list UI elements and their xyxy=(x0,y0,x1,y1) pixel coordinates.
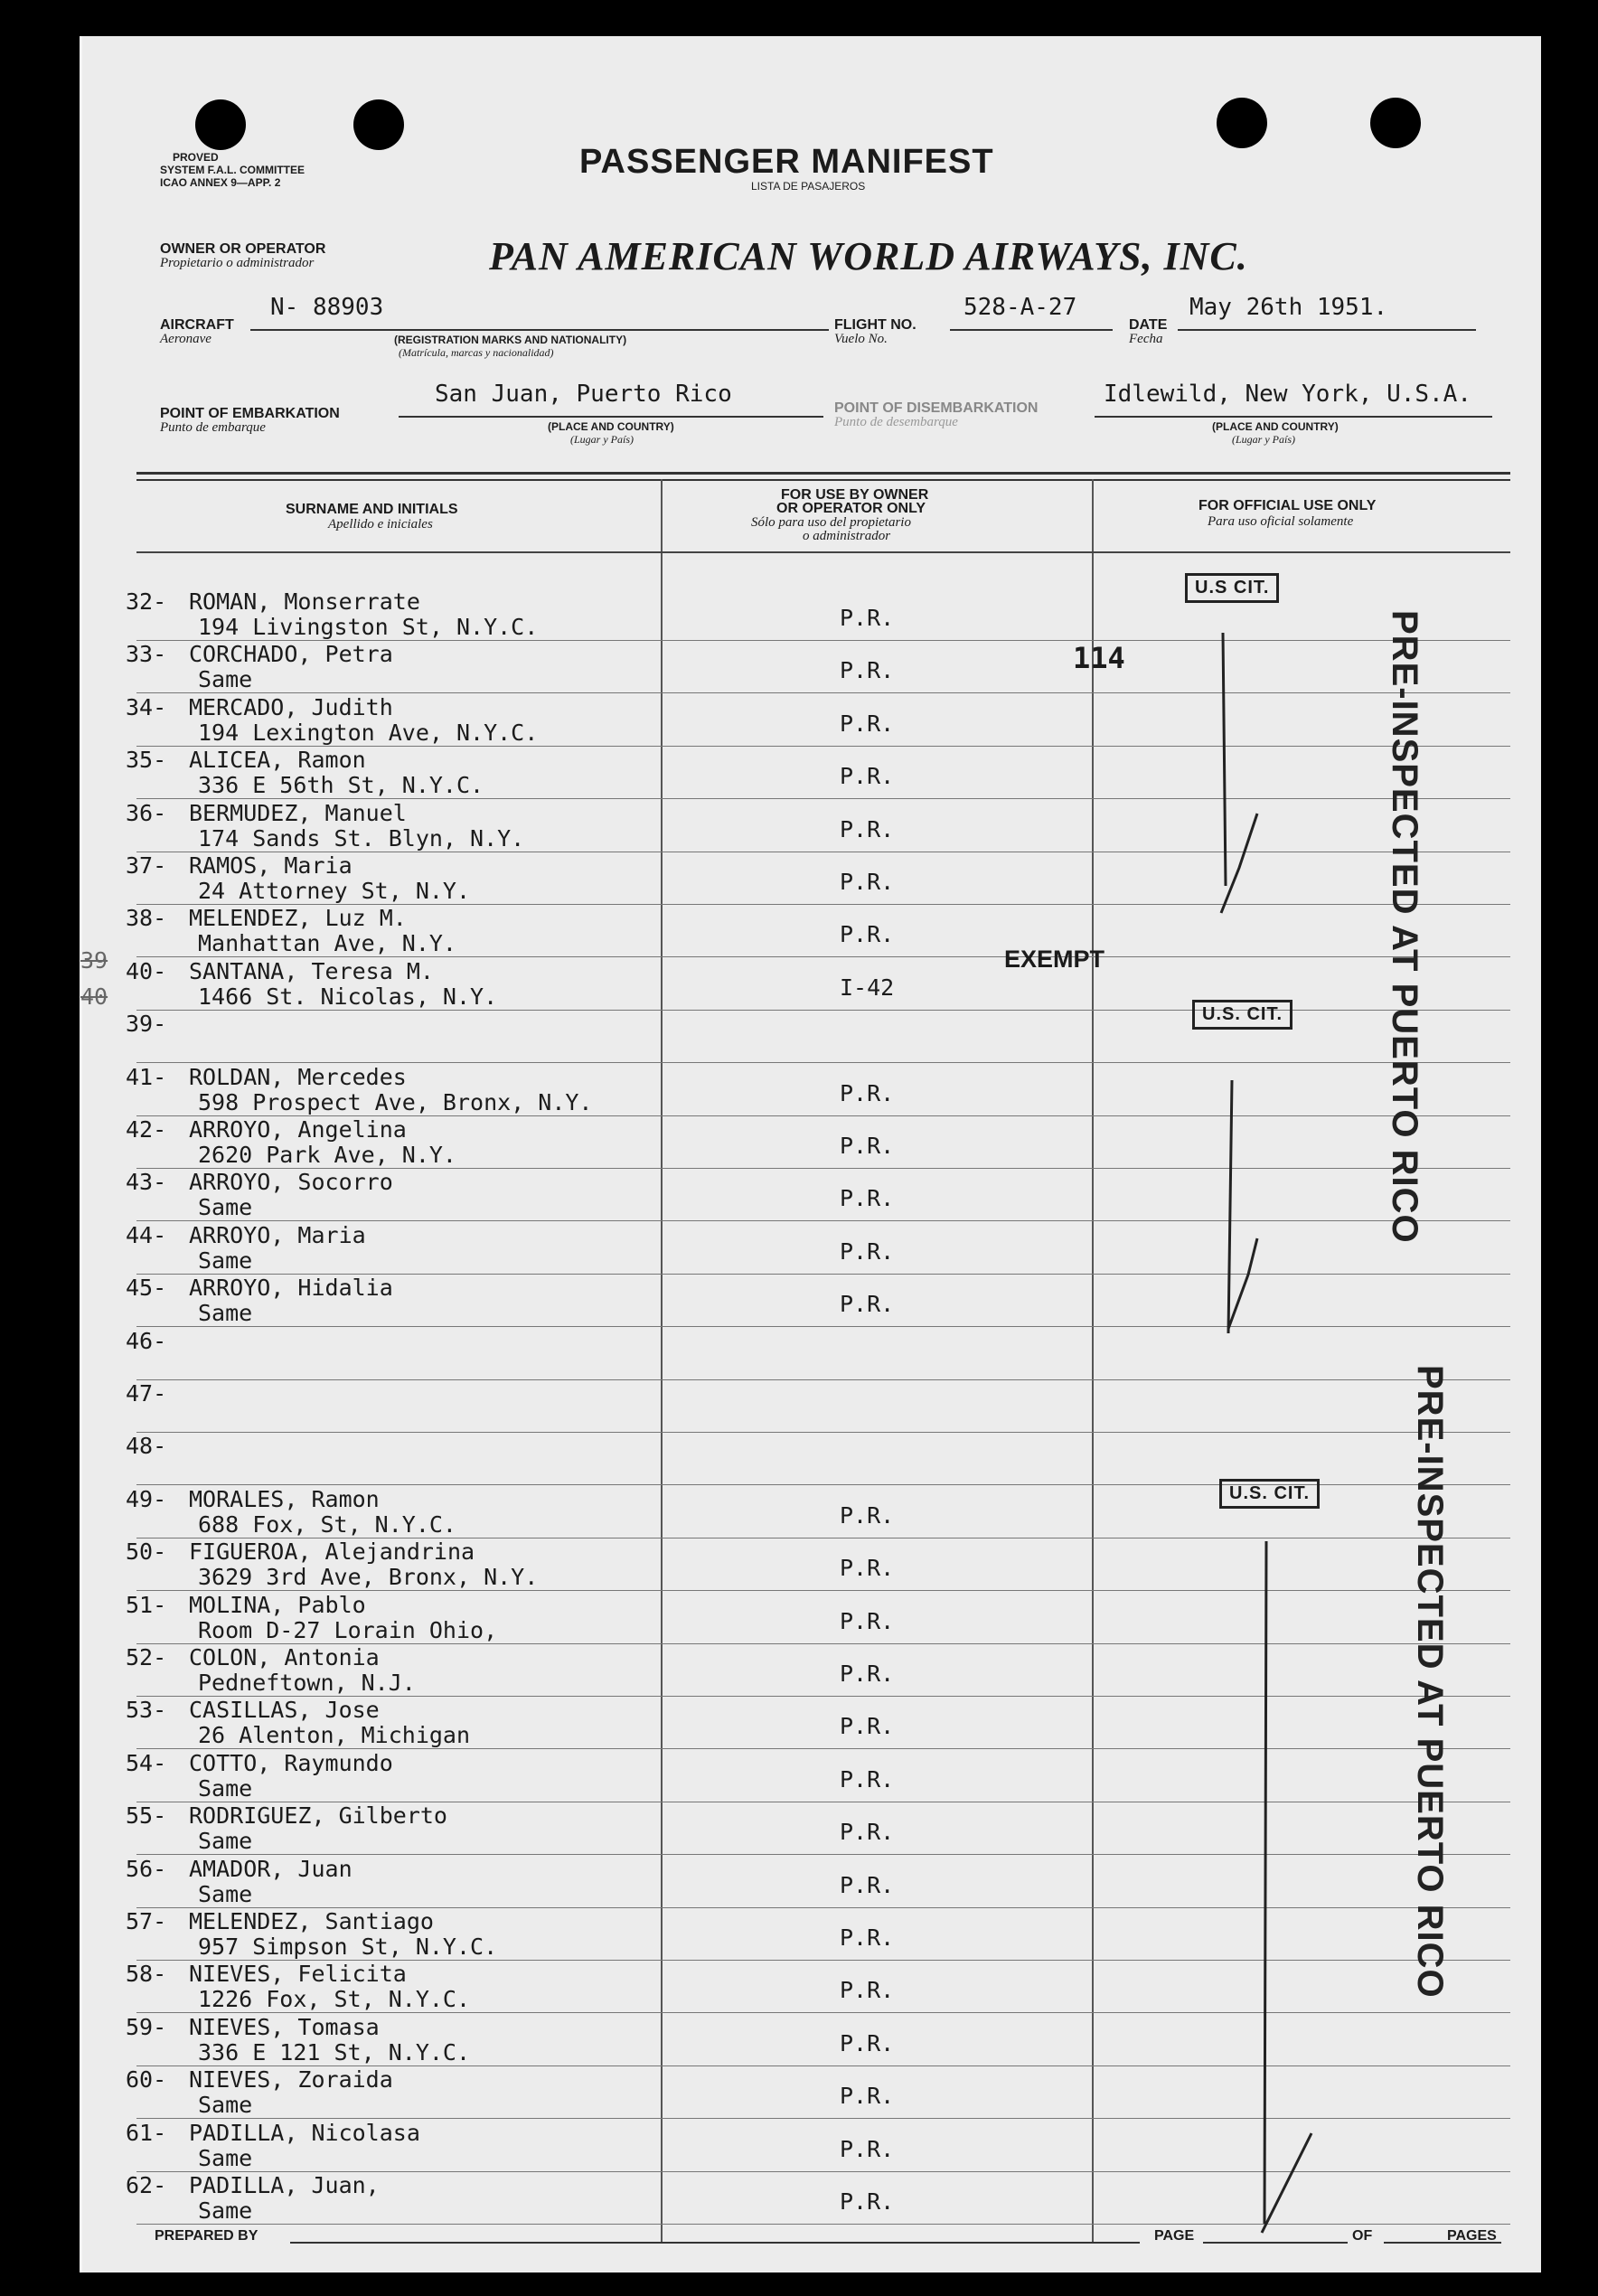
row-number: 57- xyxy=(126,1908,167,1934)
disembarkation-label-es: Punto de desembarque xyxy=(834,415,958,429)
row-number: 47- xyxy=(126,1380,167,1407)
passenger-name: ARROYO, Socorro xyxy=(189,1169,393,1195)
check-mark xyxy=(1228,1080,1257,1333)
origin-code: P.R. xyxy=(840,2136,895,2162)
row-number: 49- xyxy=(126,1486,167,1512)
aircraft-label-es: Aeronave xyxy=(160,332,212,346)
origin-code: P.R. xyxy=(840,2030,895,2056)
row-number: 37- xyxy=(126,852,167,879)
check-mark xyxy=(1221,633,1257,913)
passenger-address: 336 E 121 St, N.Y.C. xyxy=(198,2039,471,2065)
punch-hole xyxy=(353,99,404,150)
owner-label-es: Propietario o administrador xyxy=(160,256,315,270)
origin-code: P.R. xyxy=(840,657,895,683)
row-number: 42- xyxy=(126,1116,167,1143)
column-header-owner: OR OPERATOR ONLY xyxy=(776,501,926,516)
punch-hole xyxy=(1370,98,1421,148)
column-header-official: FOR OFFICIAL USE ONLY xyxy=(1198,498,1377,513)
passenger-name: AMADOR, Juan xyxy=(189,1856,352,1882)
passenger-count: 114 xyxy=(1073,641,1125,675)
origin-code: P.R. xyxy=(840,869,895,895)
origin-code: P.R. xyxy=(840,1502,895,1529)
preinspected-stamp: PRE-INSPECTED AT PUERTO RICO xyxy=(1385,610,1424,1244)
origin-code: P.R. xyxy=(840,1924,895,1951)
row-number: 53- xyxy=(126,1697,167,1723)
passenger-name: COLON, Antonia xyxy=(189,1644,380,1670)
row-number: 38- xyxy=(126,905,167,931)
page-title: PASSENGER MANIFEST xyxy=(579,143,994,181)
table-top-rule xyxy=(136,472,1510,475)
passenger-name: ARROYO, Hidalia xyxy=(189,1275,393,1301)
row-number: 34- xyxy=(126,694,167,720)
place-note-es: (Lugar y País) xyxy=(1232,433,1295,446)
passenger-address: 174 Sands St. Blyn, N.Y. xyxy=(198,825,525,852)
disembarkation-label: POINT OF DISEMBARKATION xyxy=(834,400,1039,416)
of-label: OF xyxy=(1352,2228,1373,2244)
passenger-address: 688 Fox, St, N.Y.C. xyxy=(198,1511,456,1538)
origin-code: P.R. xyxy=(840,1291,895,1317)
us-citizen-stamp: U.S. CIT. xyxy=(1192,1000,1292,1030)
passenger-address: Same xyxy=(198,1881,253,1907)
owner-value: PAN AMERICAN WORLD AIRWAYS, INC. xyxy=(489,234,1248,278)
passenger-name: MERCADO, Judith xyxy=(189,694,393,720)
registration-note-es: (Matrícula, marcas y nacionalidad) xyxy=(399,346,554,359)
passenger-address: Same xyxy=(198,1247,253,1274)
passenger-address: 336 E 56th St, N.Y.C. xyxy=(198,772,484,798)
row-number: 56- xyxy=(126,1856,167,1882)
flight-label: FLIGHT NO. xyxy=(834,317,916,333)
origin-code: P.R. xyxy=(840,1080,895,1106)
page-label: PAGE xyxy=(1154,2228,1195,2244)
passenger-name: COTTO, Raymundo xyxy=(189,1750,393,1776)
check-mark xyxy=(1262,1541,1311,2233)
passenger-name: SANTANA, Teresa M. xyxy=(189,958,434,984)
place-note-es: (Lugar y País) xyxy=(570,433,634,446)
passenger-name: MORALES, Ramon xyxy=(189,1486,380,1512)
passenger-address: 194 Livingston St, N.Y.C. xyxy=(198,614,539,640)
passenger-name: MOLINA, Pablo xyxy=(189,1592,366,1618)
row-number: 52- xyxy=(126,1644,167,1670)
origin-code: P.R. xyxy=(840,2188,895,2215)
row-number: 50- xyxy=(126,1539,167,1565)
struck-row-number: 40 xyxy=(80,983,108,1010)
row-number: 58- xyxy=(126,1961,167,1987)
prepared-by-label: PREPARED BY xyxy=(155,2228,258,2244)
passenger-name: NIEVES, Felicita xyxy=(189,1961,407,1987)
passenger-address: 194 Lexington Ave, N.Y.C. xyxy=(198,720,539,746)
row-number: 32- xyxy=(126,588,167,615)
disembarkation-line xyxy=(1095,416,1492,418)
row-number: 39- xyxy=(126,1011,167,1037)
origin-code: P.R. xyxy=(840,1185,895,1211)
passenger-name: RODRIGUEZ, Gilberto xyxy=(189,1802,447,1829)
row-number: 46- xyxy=(126,1328,167,1354)
passenger-name: RAMOS, Maria xyxy=(189,852,352,879)
origin-code: P.R. xyxy=(840,1713,895,1739)
passenger-name: CASILLAS, Jose xyxy=(189,1697,380,1723)
exempt-mark: EXEMPT xyxy=(1004,946,1105,973)
column-header-owner: FOR USE BY OWNER xyxy=(781,487,929,503)
us-citizen-stamp: U.S. CIT. xyxy=(1219,1479,1320,1509)
passenger-address: Pedneftown, N.J. xyxy=(198,1670,416,1696)
row-number: 59- xyxy=(126,2014,167,2040)
origin-code: P.R. xyxy=(840,1872,895,1898)
column-header-names-es: Apellido e iniciales xyxy=(328,517,433,532)
place-note: (PLACE AND COUNTRY) xyxy=(1212,420,1339,433)
passenger-name: ROLDAN, Mercedes xyxy=(189,1064,407,1090)
row-number: 62- xyxy=(126,2172,167,2198)
punch-hole xyxy=(1217,98,1267,148)
aircraft-label: AIRCRAFT xyxy=(160,317,234,333)
column-header-owner-es: Sólo para uso del propietario xyxy=(751,515,911,530)
row-number: 61- xyxy=(126,2120,167,2146)
passenger-address: Same xyxy=(198,666,253,692)
struck-row-number: 39 xyxy=(80,947,108,974)
row-number: 51- xyxy=(126,1592,167,1618)
date-value: May 26th 1951. xyxy=(1189,294,1388,321)
origin-code: P.R. xyxy=(840,605,895,631)
column-header-owner-es: o administrador xyxy=(803,529,891,543)
passenger-name: FIGUEROA, Alejandrina xyxy=(189,1539,475,1565)
punch-hole xyxy=(195,99,246,150)
origin-code: P.R. xyxy=(840,1608,895,1634)
aircraft-line xyxy=(250,329,829,331)
manifest-sheet xyxy=(80,36,1541,2272)
column-header-names: SURNAME AND INITIALS xyxy=(286,502,458,517)
origin-code: P.R. xyxy=(840,763,895,789)
passenger-address: 2620 Park Ave, N.Y. xyxy=(198,1142,456,1168)
passenger-name: NIEVES, Zoraida xyxy=(189,2066,393,2093)
disembarkation-value: Idlewild, New York, U.S.A. xyxy=(1104,381,1471,408)
origin-code: P.R. xyxy=(840,1133,895,1159)
page-line xyxy=(1203,2242,1348,2244)
flight-value: 528-A-27 xyxy=(964,294,1077,321)
row-number: 40- xyxy=(126,958,167,984)
row-number: 45- xyxy=(126,1275,167,1301)
passenger-name: ALICEA, Ramon xyxy=(189,747,366,773)
passenger-name: MELENDEZ, Luz M. xyxy=(189,905,407,931)
embarkation-label: POINT OF EMBARKATION xyxy=(160,406,340,421)
approval-line: ICAO ANNEX 9—APP. 2 xyxy=(160,176,281,189)
date-line xyxy=(1178,329,1476,331)
header-bottom-rule xyxy=(136,551,1510,553)
passenger-name: CORCHADO, Petra xyxy=(189,641,393,667)
passenger-address: Same xyxy=(198,1300,253,1326)
passenger-address: Same xyxy=(198,1194,253,1220)
passenger-address: Room D-27 Lorain Ohio, xyxy=(198,1617,498,1643)
embarkation-label-es: Punto de embarque xyxy=(160,420,266,435)
row-number: 41- xyxy=(126,1064,167,1090)
owner-label: OWNER OR OPERATOR xyxy=(160,241,326,257)
row-number: 55- xyxy=(126,1802,167,1829)
passenger-name: PADILLA, Nicolasa xyxy=(189,2120,420,2146)
pages-label: PAGES xyxy=(1447,2228,1497,2244)
registration-note: (REGISTRATION MARKS AND NATIONALITY) xyxy=(394,334,627,346)
origin-code: P.R. xyxy=(840,1238,895,1265)
passenger-address: Same xyxy=(198,2145,253,2171)
passenger-name: ARROYO, Maria xyxy=(189,1222,366,1248)
row-number: 54- xyxy=(126,1750,167,1776)
origin-code: P.R. xyxy=(840,1977,895,2003)
row-number: 48- xyxy=(126,1433,167,1459)
origin-code: P.R. xyxy=(840,2083,895,2109)
passenger-address: Same xyxy=(198,1828,253,1854)
passenger-address: Same xyxy=(198,2092,253,2118)
approval-line: PROVED xyxy=(173,151,219,164)
preinspected-stamp: PRE-INSPECTED AT PUERTO RICO xyxy=(1410,1365,1450,1999)
passenger-name: MELENDEZ, Santiago xyxy=(189,1908,434,1934)
row-number: 43- xyxy=(126,1169,167,1195)
origin-code: P.R. xyxy=(840,1661,895,1687)
embarkation-line xyxy=(399,416,823,418)
origin-code: P.R. xyxy=(840,1819,895,1845)
origin-code: P.R. xyxy=(840,921,895,947)
origin-code: P.R. xyxy=(840,1555,895,1581)
flight-line xyxy=(950,329,1113,331)
place-note: (PLACE AND COUNTRY) xyxy=(548,420,674,433)
prepared-by-line xyxy=(290,2242,1140,2244)
date-label: DATE xyxy=(1129,317,1168,333)
us-citizen-stamp: U.S CIT. xyxy=(1185,573,1279,603)
origin-code: P.R. xyxy=(840,816,895,842)
date-label-es: Fecha xyxy=(1129,332,1163,346)
passenger-address: 957 Simpson St, N.Y.C. xyxy=(198,1934,498,1960)
passenger-name: ARROYO, Angelina xyxy=(189,1116,407,1143)
flight-label-es: Vuelo No. xyxy=(834,332,888,346)
page-title-es: LISTA DE PASAJEROS xyxy=(751,180,866,193)
checkmark-brackets xyxy=(1149,579,1330,2296)
passenger-name: ROMAN, Monserrate xyxy=(189,588,420,615)
origin-code: I-42 xyxy=(840,974,895,1001)
passenger-address: Manhattan Ave, N.Y. xyxy=(198,930,456,956)
embarkation-value: San Juan, Puerto Rico xyxy=(435,381,732,408)
passenger-address: Same xyxy=(198,1775,253,1802)
row-number: 44- xyxy=(126,1222,167,1248)
passenger-address: 24 Attorney St, N.Y. xyxy=(198,878,471,904)
column-header-official-es: Para uso oficial solamente xyxy=(1208,514,1354,529)
passenger-name: PADILLA, Juan, xyxy=(189,2172,380,2198)
table-top-rule xyxy=(136,479,1510,481)
row-number: 33- xyxy=(126,641,167,667)
origin-code: P.R. xyxy=(840,710,895,737)
passenger-address: Same xyxy=(198,2197,253,2224)
row-number: 36- xyxy=(126,800,167,826)
aircraft-value: N- 88903 xyxy=(270,294,384,321)
passenger-address: 1466 St. Nicolas, N.Y. xyxy=(198,983,498,1010)
passenger-address: 1226 Fox, St, N.Y.C. xyxy=(198,1986,471,2012)
passenger-address: 3629 3rd Ave, Bronx, N.Y. xyxy=(198,1564,539,1590)
row-number: 35- xyxy=(126,747,167,773)
passenger-address: 26 Alenton, Michigan xyxy=(198,1722,471,1748)
approval-line: SYSTEM F.A.L. COMMITTEE xyxy=(160,164,306,176)
row-number: 60- xyxy=(126,2066,167,2093)
passenger-name: BERMUDEZ, Manuel xyxy=(189,800,407,826)
origin-code: P.R. xyxy=(840,1766,895,1793)
passenger-name: NIEVES, Tomasa xyxy=(189,2014,380,2040)
passenger-address: 598 Prospect Ave, Bronx, N.Y. xyxy=(198,1089,593,1115)
